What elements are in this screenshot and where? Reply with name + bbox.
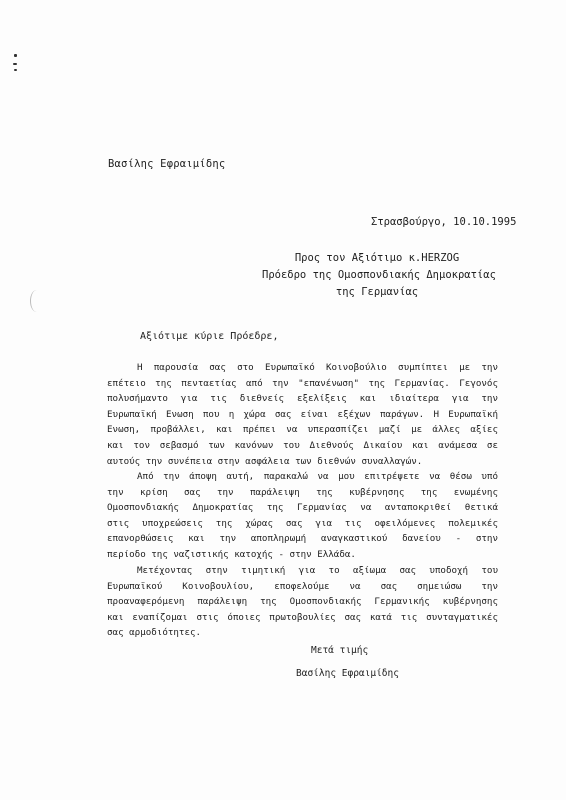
paragraph-line: και τον σεβασμό των κανόνων του Διεθνούς Δικαίου και ανάμεσα σε [107, 439, 498, 451]
closing: Μετά τιμής [311, 645, 369, 656]
paper-fold-mark [30, 290, 43, 312]
punch-mark-top [14, 54, 17, 57]
paragraph-line: Ευρωπαϊκού Κοινοβουλίου, εποφελούμε να σας σημειώσω την [107, 580, 498, 592]
sender-name: Βασίλης Εφραιμίδης [108, 158, 226, 170]
recipient-line: της Γερμανίας [335, 286, 419, 298]
paragraph-line: περίοδο της ναζιστικής κατοχής - στην Ελλάδα. [107, 548, 356, 560]
paragraph-line: επανορθώσεις και την αποπληρωμή αναγκαστικού δανείου - στην [107, 533, 498, 545]
signature-name: Βασίλης Εφραιμίδης [296, 668, 399, 679]
paragraph-line: και εναπίζομαι στις όποιες πρωτοβουλίες σας κατά τις συνταγματικές [107, 611, 498, 623]
paragraph-1 [107, 360, 498, 469]
paragraph-line: αυτούς την συνέπεια στην ασφάλεια των διεθνών συναλλαγών. [107, 455, 423, 467]
greeting: Αξιότιμε κύριε Πρόεδρε, [140, 331, 279, 342]
paragraph-2 [107, 469, 498, 563]
paragraph-line: την κρίση σας την παράλειψη της κυβέρνησης της ενωμένης [107, 486, 498, 498]
recipient-line: Πρόεδρο της Ομοσπονδιακής Δημοκρατίας [262, 269, 496, 281]
paragraph-line: Ενωση, προβάλλει, και πρέπει να υπερασπίζει μαζί με άλλες αξίες [107, 424, 498, 436]
paragraph-line: Ομοσπονδιακής Δημοκρατίας της Γερμανίας να ανταποκριθεί θετικά [107, 502, 498, 514]
paragraph-line: πολυσήμαντο για τις διεθνείς εξελίξεις και ιδιαίτερα για την [107, 393, 498, 405]
paragraph-line: σας αρμοδιότητες. [107, 627, 202, 639]
punch-mark-bottom [14, 69, 17, 71]
paragraph-line: Μετέχοντας στην τιμητική για το αξίωμα σας υποδοχή του [137, 565, 498, 576]
paragraph-3 [107, 563, 498, 641]
paragraph-line: Ευρωπαϊκή Ενωση που η χώρα σας είναι εξέχων παράγων. Η Ευρωπαϊκή [107, 408, 498, 420]
paragraph-line: στις υποχρεώσεις της χώρας σας για τις οφειλόμενες πολεμικές [107, 517, 498, 529]
place-date: Στρασβούργο, 10.10.1995 [371, 216, 517, 228]
paragraph-line: Η παρουσία σας στο Ευρωπαϊκό Κοινοβούλιο συμπίπτει με την [137, 362, 498, 373]
paragraph-line: Από την άποψη αυτή, παρακαλώ να μου επιτρέψετε να θέσω υπό [137, 471, 498, 482]
punch-mark-mid [13, 63, 17, 65]
recipient-line: Προς τον Αξιότιμο κ.HERZOG [294, 252, 460, 264]
paragraph-line: προαναφερόμενη παράλειψη της Ομοσπονδιακής Γερμανικής κυβέρνησης [107, 596, 498, 608]
recipient-block [262, 250, 496, 301]
paragraph-line: επέτειο της πενταετίας από την "επανένωση" της Γερμανίας. Γεγονός [107, 377, 498, 389]
